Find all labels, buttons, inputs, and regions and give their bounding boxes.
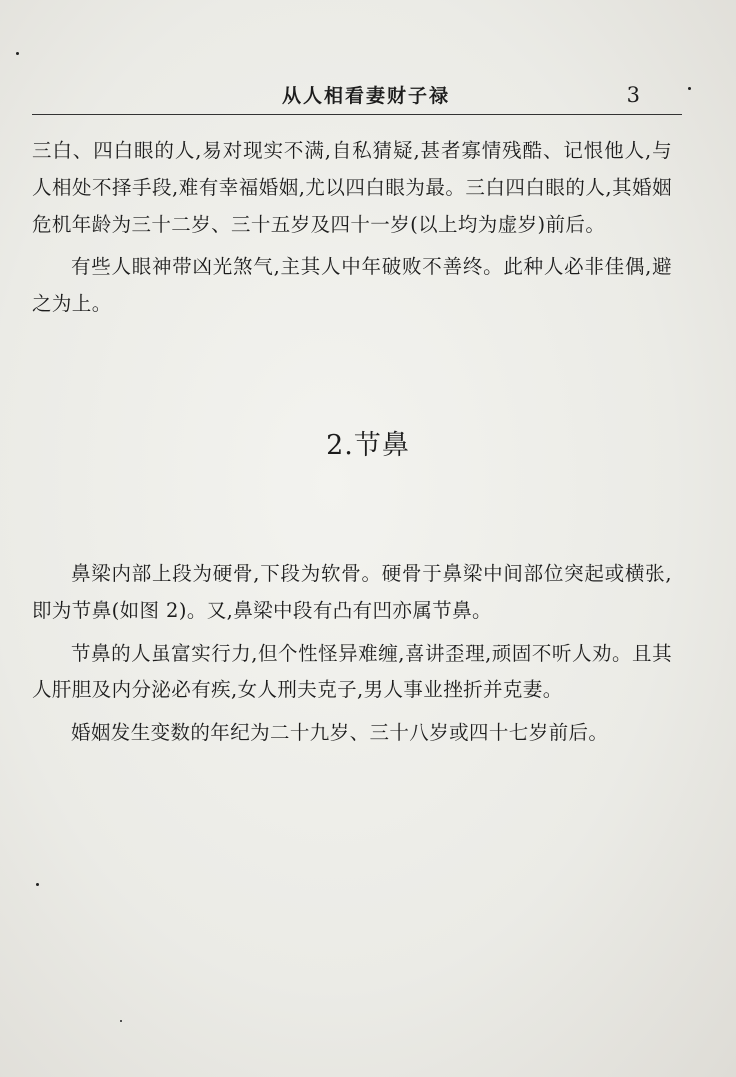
top-text-block	[32, 133, 672, 323]
header-rule	[32, 114, 682, 115]
paragraph-fierce-eyes: 有些人眼神带凶光煞气,主其人中年破败不善终。此种人必非佳偶,避之为上。	[32, 255, 672, 316]
print-speck	[16, 52, 19, 55]
page-header	[32, 84, 672, 114]
paragraph-nose-traits: 节鼻的人虽富实行力,但个性怪异难缠,喜讲歪理,顽固不听人劝。且其人肝胆及内分泌必有疾,女人刑夫克子,男人事业挫折并克妻。	[32, 641, 672, 702]
paragraph-marriage-ages: 婚姻发生变数的年纪为二十九岁、三十八岁或四十七岁前后。	[71, 721, 609, 745]
running-title: 从人相看妻财子禄	[282, 85, 451, 107]
paragraph-eye-whites: 三白、四白眼的人,易对现实不满,自私猜疑,甚者寡情残酷、记恨他人,与人相处不择手段,难有幸福婚姻,尤以四白眼为最。三白四白眼的人,其婚姻危机年龄为三十二岁、三十五岁及四十一岁(以上均为虚岁)前后。	[32, 139, 672, 236]
paragraph-nose-definition: 鼻梁内部上段为硬骨,下段为软骨。硬骨于鼻梁中间部位突起或横张,即为节鼻(如图 2)。又,鼻梁中段有凸有凹亦属节鼻。	[32, 562, 672, 622]
print-speck	[688, 87, 691, 90]
page-number: 3	[626, 83, 640, 107]
section-heading: 2.节鼻	[326, 430, 410, 461]
section-text-block	[32, 556, 672, 752]
print-speck	[36, 883, 39, 886]
print-speck	[120, 1020, 122, 1022]
